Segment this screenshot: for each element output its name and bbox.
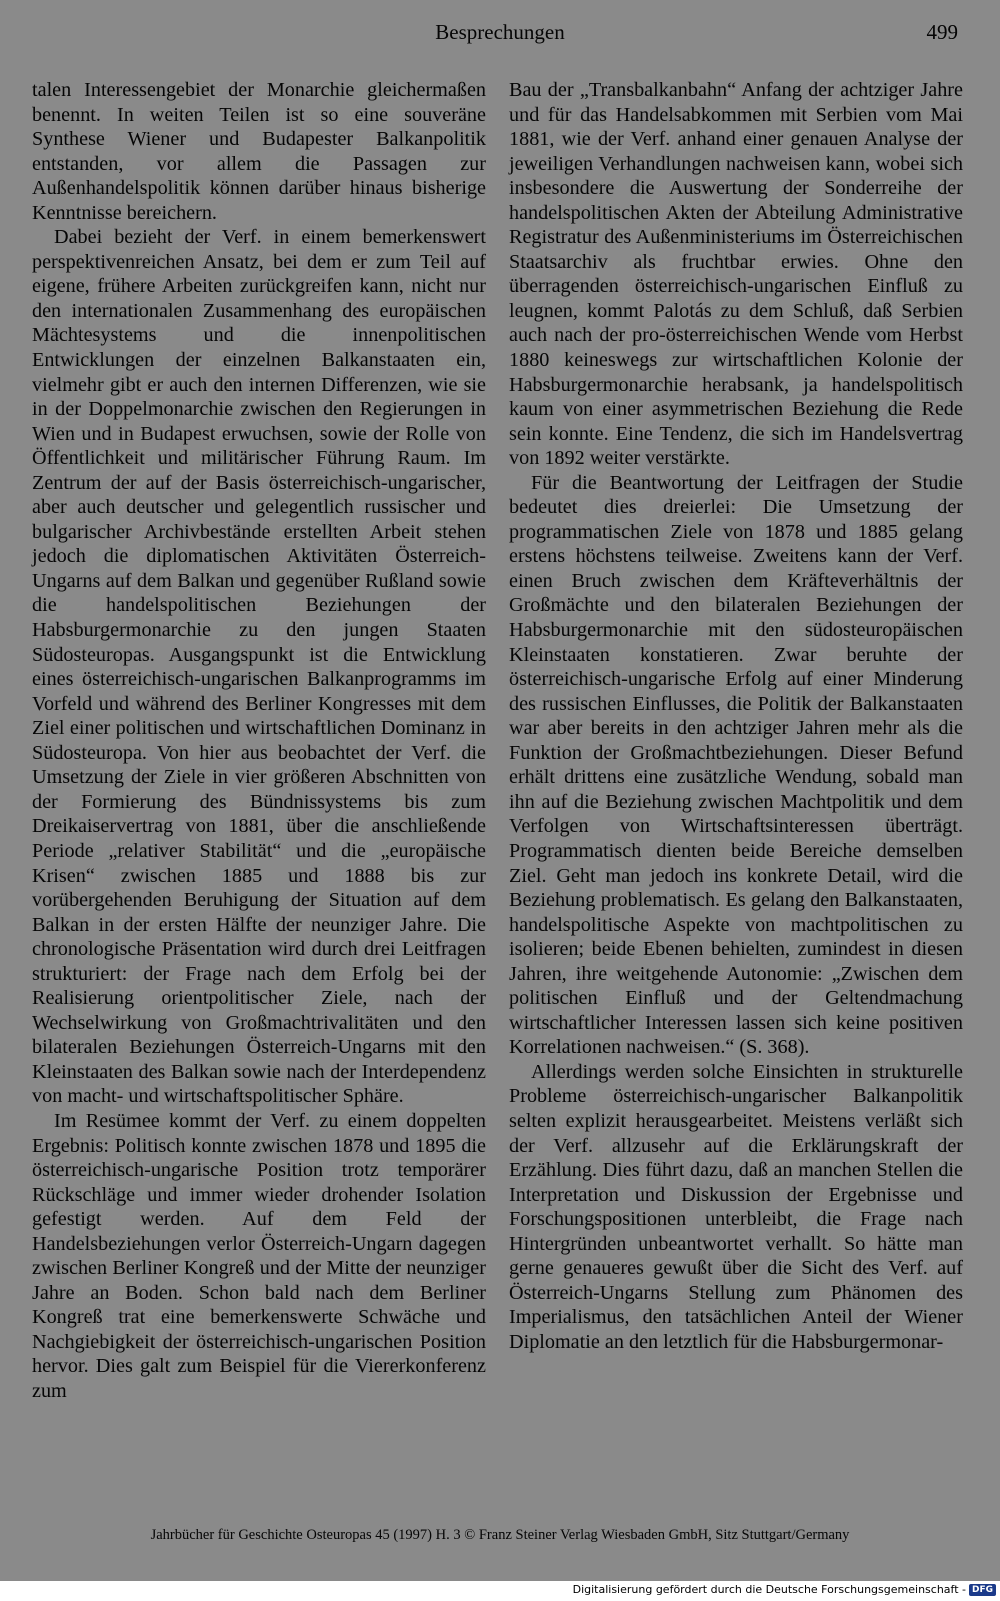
running-title: Besprechungen — [435, 20, 565, 44]
paragraph: Bau der „Transbalkanbahn“ Anfang der achtziger Jahre und für das Handelsabkommen mit Serbien vom Mai 1881, wie der Verf. anhand einer genauen Analyse der jeweiligen Verhandlungen nachweisen kann, wobei sich insbesondere die Auswertung der Sonderreihe der handelspolitischen Akten der Abteilung Administrative Registratur des Außenministeriums im Österreichischen Staatsarchiv als fruchtbar erwies. Ohne den überragenden österreichisch-ungarischen Einfluß zu leugnen, kommt Palotás zu dem Schluß, daß Serbien auch nach der pro-österreichischen Wende vom Herbst 1880 keineswegs zur wirtschaftlichen Kolonie der Habsburgermonarchie herabsank, ja handelspolitisch kaum von einer asymmetrischen Beziehung die Rede sein konnte. Eine Tendenz, die sich im Handelsvertrag von 1892 weiter verstärkte. — [509, 79, 963, 470]
journal-footer: Jahrbücher für Geschichte Osteuropas 45 (1997) H. 3 © Franz Steiner Verlag Wiesbaden GmbH, Sitz Stuttgart/Germany — [150, 1527, 850, 1543]
credit-text: Digitalisierung gefördert durch die Deutsche Forschungsgemeinschaft - — [572, 1583, 966, 1596]
left-column — [32, 78, 486, 1404]
paragraph: Im Resümee kommt der Verf. zu einem doppelten Ergebnis: Politisch konnte zwischen 1878 und 1895 die österreichisch-ungarische Position trotz temporärer Rückschläge und immer wieder drohender Isolation gefestigt werden. Auf dem Feld der Handelsbeziehungen verlor Österreich-Ungarn dagegen zwischen Berliner Kongreß und der Mitte der neunziger Jahre an Boden. Schon bald nach dem Berliner Kongreß trat eine bemerkenswerte Schwäche und Nachgiebigkeit der österreichisch-ungarischen Position hervor. Dies galt zum Beispiel für die Viererkonferenz zum — [32, 1109, 486, 1402]
paragraph: Dabei bezieht der Verf. in einem bemerkenswert perspektivenreichen Ansatz, bei dem er zum Teil auf eigene, frühere Arbeiten zurückgreifen kann, nicht nur den internationalen Zusammenhang des europäischen Mächtesystems und die innenpolitischen Entwicklungen der einzelnen Balkanstaaten ein, vielmehr gibt er auch den internen Differenzen, wie sie in der Doppelmonarchie zwischen den Regierungen in Wien und in Budapest erwuchsen, sowie der Rolle von Öffentlichkeit und militärischer Führung Raum. Im Zentrum der auf der Basis österreichisch-ungarischer, aber auch deutscher und gelegentlich russischer und bulgarischer Archivbestände erstellten Arbeit stehen jedoch die diplomatischen Aktivitäten Österreich-Ungarns auf dem Balkan und gegenüber Rußland sowie die handelspolitischen Beziehungen der Habsburgermonarchie zu den jungen Staaten Südosteuropas. Ausgangspunkt ist die Entwicklung eines österreichisch-ungarischen Balkanprogramms im Vorfeld und während des Berliner Kongresses mit dem Ziel einer politischen und wirtschaftlichen Dominanz in Südosteuropa. Von hier aus beobachtet der Verf. die Umsetzung der Ziele in vier größeren Abschnitten von der Formierung des Bündnissystems bis zum Dreikaiservertrag von 1881, über die anschließende Periode „relativer Stabilität“ und die „europäische Krisen“ zwischen 1885 und 1888 bis zur vorübergehenden Beruhigung der Situation auf dem Balkan in der ersten Hälfte der neunziger Jahre. Die chronologische Präsentation wird durch drei Leitfragen strukturiert: der Frage nach dem Erfolg bei der Realisierung orientpolitischer Ziele, nach der Wechselwirkung von Großmachtrivalitäten und den bilateralen Beziehungen Österreich-Ungarns mit den Kleinstaaten des Balkan sowie nach der Interdependenz von macht- und wirtschaftspolitischer Sphäre. — [32, 226, 486, 1108]
dfg-logo: DFG — [969, 1584, 996, 1596]
running-header — [0, 20, 1000, 50]
page-number: 499 — [926, 20, 958, 44]
paragraph: Für die Beantwortung der Leitfragen der Studie bedeutet dies dreierlei: Die Umsetzung der programmatischen Ziele von 1878 und 1885 gelang erstens höchstens teilweise. Zweitens kann der Verf. einen Bruch zwischen dem Kräfteverhältnis der Großmächte und den bilateralen Beziehungen der Habsburgermonarchie mit den südosteuropäischen Kleinstaaten konstatieren. Zwar beruhte der österreichisch-ungarische Erfolg auf einer Minderung des russischen Einflusses, die Politik der Balkanstaaten war aber bereits in den achtziger Jahren mehr als die Funktion der Großmachtbeziehungen. Dieser Befund erhält drittens eine zusätzliche Wendung, sobald man ihn auf die Beziehung zwischen Machtpolitik und dem Verfolgen von Wirtschaftsinteressen überträgt. Programmatisch dienten beide Bereiche demselben Ziel. Geht man jedoch ins konkrete Detail, wird die Beziehung problematisch. Es gelang den Balkanstaaten, handelspolitische Aspekte von machtpolitischen zu isolieren; beide Ebenen behielten, zumindest in diesen Jahren, ihre weitgehende Autonomie: „Zwischen dem politischen Einfluß und der Geltendmachung wirtschaftlicher Interessen lassen sich keine positiven Korrelationen nachweisen.“ (S. 368). — [509, 471, 963, 1059]
paragraph: talen Interessengebiet der Monarchie gleichermaßen benennt. In weiten Teilen ist so eine souveräne Synthese Wiener und Budapester Balkanpolitik entstanden, vor allem die Passagen zur Außenhandelspolitik können darüber hinaus bisherige Kenntnisse bereichern. — [32, 79, 486, 224]
right-column — [509, 78, 963, 1354]
digitization-credit — [573, 1583, 996, 1596]
paragraph: Allerdings werden solche Einsichten in strukturelle Probleme österreichisch-ungarischer Balkanpolitik selten explizit herausgearbeitet. Meistens verläßt sich der Verf. allzusehr auf die Erklärungskraft der Erzählung. Dies führt dazu, daß an manchen Stellen die Interpretation und Diskussion der Ergebnisse und Forschungspositionen unterbleibt, die Frage nach Hintergründen unbeantwortet verhallt. So hätte man gerne genaueres gewußt über die Sicht des Verf. auf Österreich-Ungarns Stellung zum Phänomen des Imperialismus, den tatsächlichen Anteil der Wiener Diplomatie an den letztlich für die Habsburgermonar- — [509, 1060, 963, 1353]
